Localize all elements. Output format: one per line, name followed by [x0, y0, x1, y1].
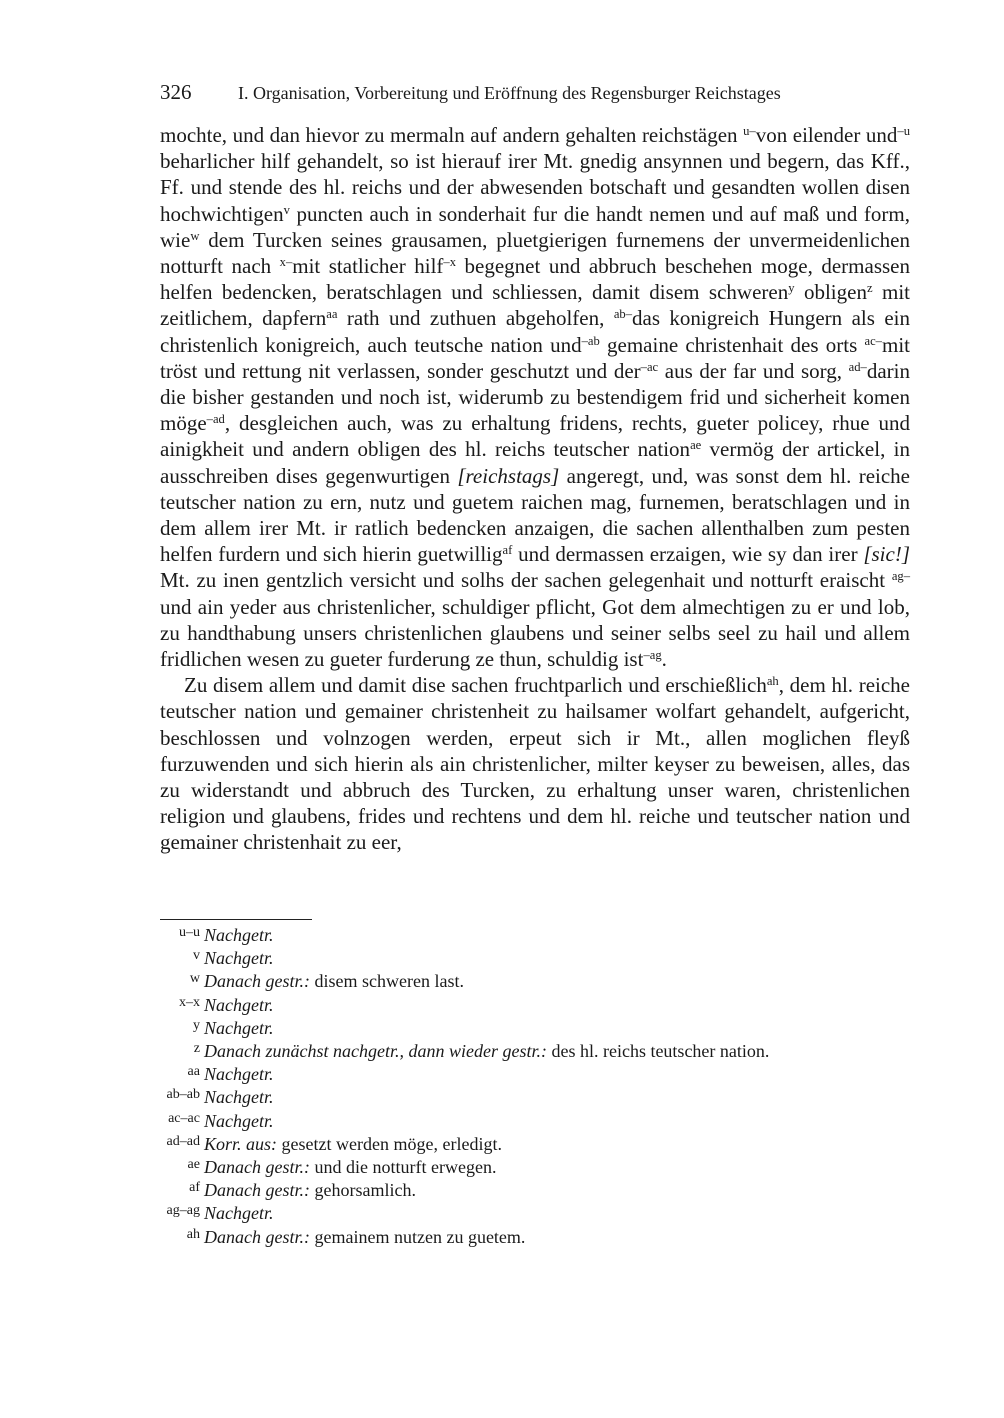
text-run: obligen [794, 280, 867, 305]
footnote [160, 1179, 910, 1202]
footnote-key: w [189, 970, 200, 987]
footnote-italic: Nachgetr. [204, 1203, 274, 1224]
footnote-marker-x-close: –x [443, 255, 456, 270]
footnote-marker-ae: ae [690, 438, 702, 453]
footnote-text: disem schweren last. [310, 971, 464, 992]
footnote-marker-x-open: x– [279, 255, 293, 270]
text-run: , dem hl. reiche teutscher nation und gemainer christenheit zu hailsamer wolfart gehandelt, aufgericht, beschlossen und volnzogen werden, erpeut sich ir Mt., allen moglichen fleyß furzuwenden und sich hierin als ain christenlicher, milter keyser zu beweisen, alles, das zu widerstandt und abbruch des Turcken, zu erhaltung unser waren, christenlichen religion und glaubens, frides und rechtens und dem hl. reiche und teutscher nation und gemainer christenhait zu eer, [160, 673, 910, 855]
text-run: darin die bisher gestanden und noch ist, widerumb zu bestendigem frid und sicherheit komen möge [160, 358, 910, 436]
text-run: begegnet und abbruch beschehen moge, dermassen helfen bedencken, beratschlagen und schliessen, damit disem schweren [160, 254, 910, 305]
footnote-key: af [189, 1179, 200, 1196]
footnote-text: gemainem nutzen zu guetem. [310, 1226, 526, 1247]
text-run: gemaine christenhait des orts [599, 332, 865, 357]
text-run: beharlicher hilf gehandelt, so ist hierauf irer Mt. gnedig ansynnen und begern, das Kff., Ff. und stende des hl. reichs und der abwesenden botschaft und gesandten wollen disen hochwichtigen [160, 149, 910, 226]
footnote [160, 970, 910, 993]
footnote-marker-ag-open: ag– [891, 569, 910, 584]
footnote-separator [160, 919, 312, 920]
footnote [160, 1110, 910, 1133]
footnote-italic: Danach gestr.: [204, 1226, 310, 1247]
footnote-key: ah [186, 1225, 200, 1242]
footnote-marker-v: v [283, 202, 290, 217]
main-text [160, 122, 910, 856]
footnote-text: gesetzt werden möge, erledigt. [277, 1133, 502, 1154]
text-run: und ain yeder aus christenlicher, schuldiger pflicht, Got dem almechtigen zu er und lob, zu handthabung unsers christenlichen glaubens und seiner selbs seel zu hail und allem fridlichen wesen zu gueter furderung ze thun, schuldig ist [160, 594, 910, 672]
text-run: das konigreich Hungern als ein christenlich konigreich, auch teutsche nation und [160, 306, 910, 357]
footnote [160, 1156, 910, 1179]
text-run: , desgleichen auch, was zu erhaltung fridens, rechts, gueter policey, rhue und ainigkheit und andern obligen des hl. reichs teutscher nation [160, 411, 910, 462]
footnote-text: gehorsamlich. [310, 1180, 416, 1201]
footnote-marker-ac-open: ac– [864, 333, 882, 348]
footnote-key: ag–ag [166, 1202, 200, 1219]
footnote-italic: Nachgetr. [204, 948, 274, 969]
footnote [160, 1202, 910, 1225]
text-run: mochte, und dan hievor zu mermaln auf andern gehalten reichstägen [160, 123, 744, 147]
footnote-italic: Danach zunächst nachgetr., dann wieder gestr.: [204, 1041, 547, 1062]
footnote-italic: Nachgetr. [204, 1064, 274, 1085]
footnote-key: x–x [178, 993, 200, 1010]
text-run: rath und zuthuen abgeholfen, [337, 306, 614, 331]
footnote-marker-af: af [502, 543, 513, 558]
footnote [160, 924, 910, 947]
footnote-marker-z: z [866, 281, 873, 296]
footnote-marker-ac-close: –ac [640, 359, 659, 374]
footnote-marker-ad-open: ad– [848, 359, 867, 374]
text-run: mit statlicher hilf [292, 254, 444, 279]
footnote-key: v [192, 947, 200, 964]
footnote-italic: Danach gestr.: [204, 971, 310, 992]
paragraph-1 [160, 122, 910, 672]
footnote-italic: Nachgetr. [204, 925, 274, 945]
footnote-italic: Nachgetr. [204, 1017, 274, 1038]
footnote-key: ae [187, 1156, 200, 1173]
text-run: mit zeitlichem, dapfern [160, 280, 910, 331]
text-run: dem Turcken seines grausamen, pluetgierigen furnemens der unvermeidenlichen notturft nach [160, 227, 910, 279]
footnote-marker-aa: aa [326, 307, 338, 322]
footnote-key: z [193, 1040, 200, 1057]
footnote [160, 947, 910, 970]
footnote-key: u–u [178, 924, 200, 940]
running-header [160, 80, 910, 105]
footnote-marker-ab-close: –ab [581, 333, 600, 348]
footnote-key: ac–ac [168, 1109, 200, 1126]
footnote [160, 1040, 910, 1063]
footnote [160, 1017, 910, 1040]
text-run: . [661, 647, 667, 672]
text-run: angeregt, und, was sonst dem hl. reiche teutscher nation zu ern, nutz und guetem raichen mag, furnemen, beratschlagen und in dem allem irer Mt. ir ratlich bedencken anzaigen, die sachen allenthalben zum pesten helfen furdern und sich hierin guetwillig [160, 463, 910, 567]
footnotes [160, 924, 910, 1249]
footnote-marker-ag-close: –ag [643, 648, 662, 663]
text-run: von eilender und [755, 123, 898, 147]
editorial-sic: [sic!] [863, 542, 910, 567]
footnote-italic: Danach gestr.: [204, 1157, 310, 1178]
footnote-key: ab–ab [166, 1086, 200, 1103]
footnote [160, 1226, 910, 1249]
footnote-italic: Danach gestr.: [204, 1180, 310, 1201]
page-number: 326 [160, 80, 192, 104]
footnote [160, 1086, 910, 1109]
footnote-marker-u-open: u– [743, 124, 756, 139]
footnote-italic: Korr. aus: [204, 1133, 278, 1154]
text-run: und dermassen erzaigen, wie sy dan irer [512, 542, 864, 567]
paragraph-2 [160, 672, 910, 855]
footnote-italic: Nachgetr. [204, 1087, 274, 1108]
text-run: puncten auch in sonderhait fur die handt nemen und auf maß und form, wie [160, 201, 910, 252]
footnote [160, 994, 910, 1017]
text-run: aus der far und sorg, [658, 358, 849, 383]
footnote-text: und die notturft erwegen. [310, 1157, 497, 1178]
footnote [160, 1133, 910, 1156]
running-title: I. Organisation, Vorbereitung und Eröffnung des Regensburger Reichstages [238, 83, 781, 103]
footnote-marker-ah: ah [766, 674, 779, 689]
footnote [160, 1063, 910, 1086]
footnote-marker-u-close: –u [897, 124, 911, 139]
footnote-key: aa [187, 1063, 200, 1080]
footnote-key: ad–ad [166, 1132, 200, 1149]
editorial-insertion: [reichstags] [457, 463, 560, 488]
footnote-marker-w: w [190, 228, 200, 243]
footnote-italic: Nachgetr. [204, 994, 274, 1015]
footnote-key: y [192, 1016, 200, 1033]
footnote-italic: Nachgetr. [204, 1110, 274, 1131]
footnote-marker-y: y [788, 281, 795, 296]
footnote-text: des hl. reichs teutscher nation. [546, 1041, 770, 1062]
footnote-marker-ab-open: ab– [613, 307, 632, 322]
text-run: mit tröst und rettung nit verlassen, sonder geschutzt und der [160, 332, 910, 383]
text-run: vermög der artickel, in ausschreiben dises gegenwurtigen [160, 437, 910, 488]
text-run: Zu disem allem und damit dise sachen fruchtparlich und erschießlich [184, 673, 767, 698]
footnote-marker-ad-close: –ad [206, 412, 225, 427]
text-run: Mt. zu inen gentzlich versicht und solhs der sachen gelegenhait und notturft eraischt [160, 568, 892, 593]
